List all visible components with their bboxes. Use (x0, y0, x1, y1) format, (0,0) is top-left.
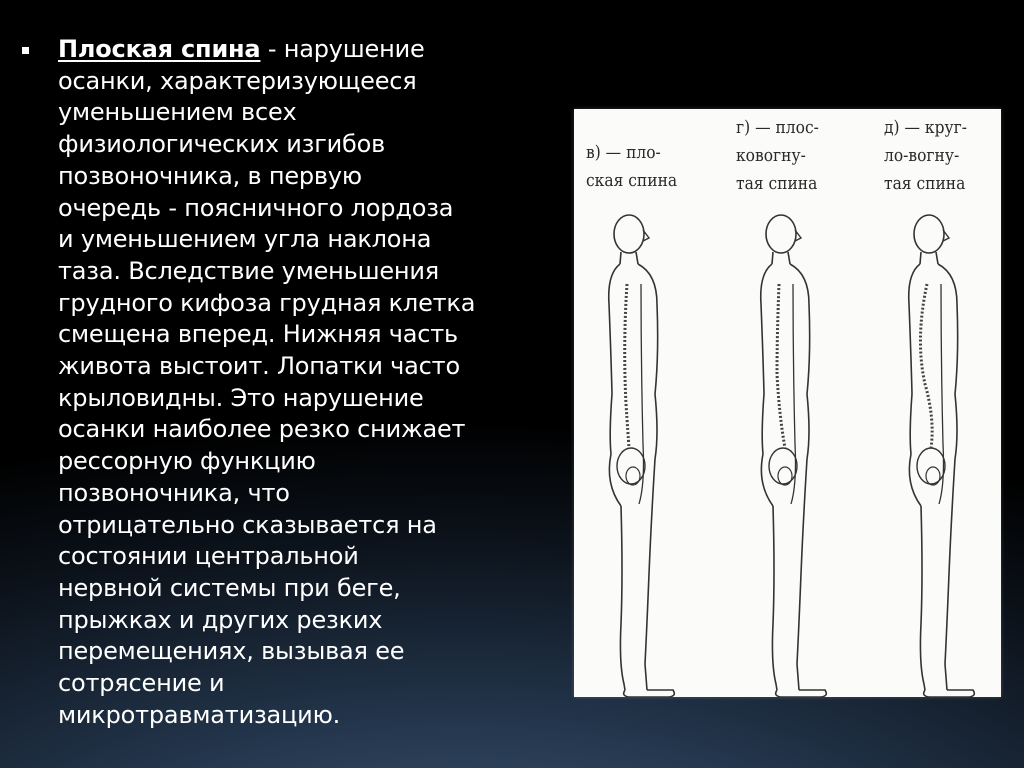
paragraph-line: крыловидны. Это нарушение (58, 383, 424, 412)
paragraph-line: позвоночника, в первую (58, 161, 362, 190)
paragraph-line: отрицательно сказывается на (58, 510, 437, 539)
paragraph-line: осанки наиболее резко снижает (58, 415, 466, 444)
term-flat-back: Плоская спина (58, 35, 261, 63)
paragraph-line: и уменьшением угла наклона (58, 225, 432, 254)
paragraph-line: перемещениях, вызывая ее (58, 637, 405, 666)
caption-flat-back: в) — пло- ская спина (586, 142, 678, 191)
caption-flat-concave-back: г) — плос- ковогну- тая спина (736, 117, 819, 194)
caption-round-concave-back: д) — круг- ло-вогну- тая спина (884, 117, 967, 194)
paragraph-text (58, 34, 528, 731)
paragraph-line: прыжках и других резких (58, 605, 383, 634)
paragraph-line: микротравматизацию. (58, 700, 341, 729)
posture-illustration (574, 109, 1001, 697)
paragraph-line: таза. Вследствие уменьшения (58, 256, 440, 285)
paragraph-line: уменьшением всех (58, 98, 297, 127)
paragraph-line: рессорную функцию (58, 447, 316, 476)
paragraph-line: живота выстоит. Лопатки часто (58, 352, 460, 381)
paragraph-line: состоянии центральной (58, 542, 359, 571)
paragraph-line: смещена вперед. Нижняя часть (58, 320, 458, 349)
figure-flat-back (609, 215, 675, 697)
paragraph-line: нервной системы при беге, (58, 573, 401, 602)
paragraph-line: физиологических изгибов (58, 130, 386, 159)
figure-round-concave-back (909, 215, 975, 697)
paragraph-line: Плоская спина - нарушение (58, 35, 425, 63)
figures-svg (574, 109, 1001, 697)
paragraph-line: сотрясение и (58, 669, 225, 698)
paragraph-line: грудного кифоза грудная клетка (58, 288, 476, 317)
paragraph-line: осанки, характеризующееся (58, 66, 417, 95)
figure-flat-concave-back (761, 215, 827, 697)
paragraph-line: позвоночника, что (58, 478, 290, 507)
bullet-marker (22, 47, 29, 54)
paragraph-line: очередь - поясничного лордоза (58, 193, 454, 222)
